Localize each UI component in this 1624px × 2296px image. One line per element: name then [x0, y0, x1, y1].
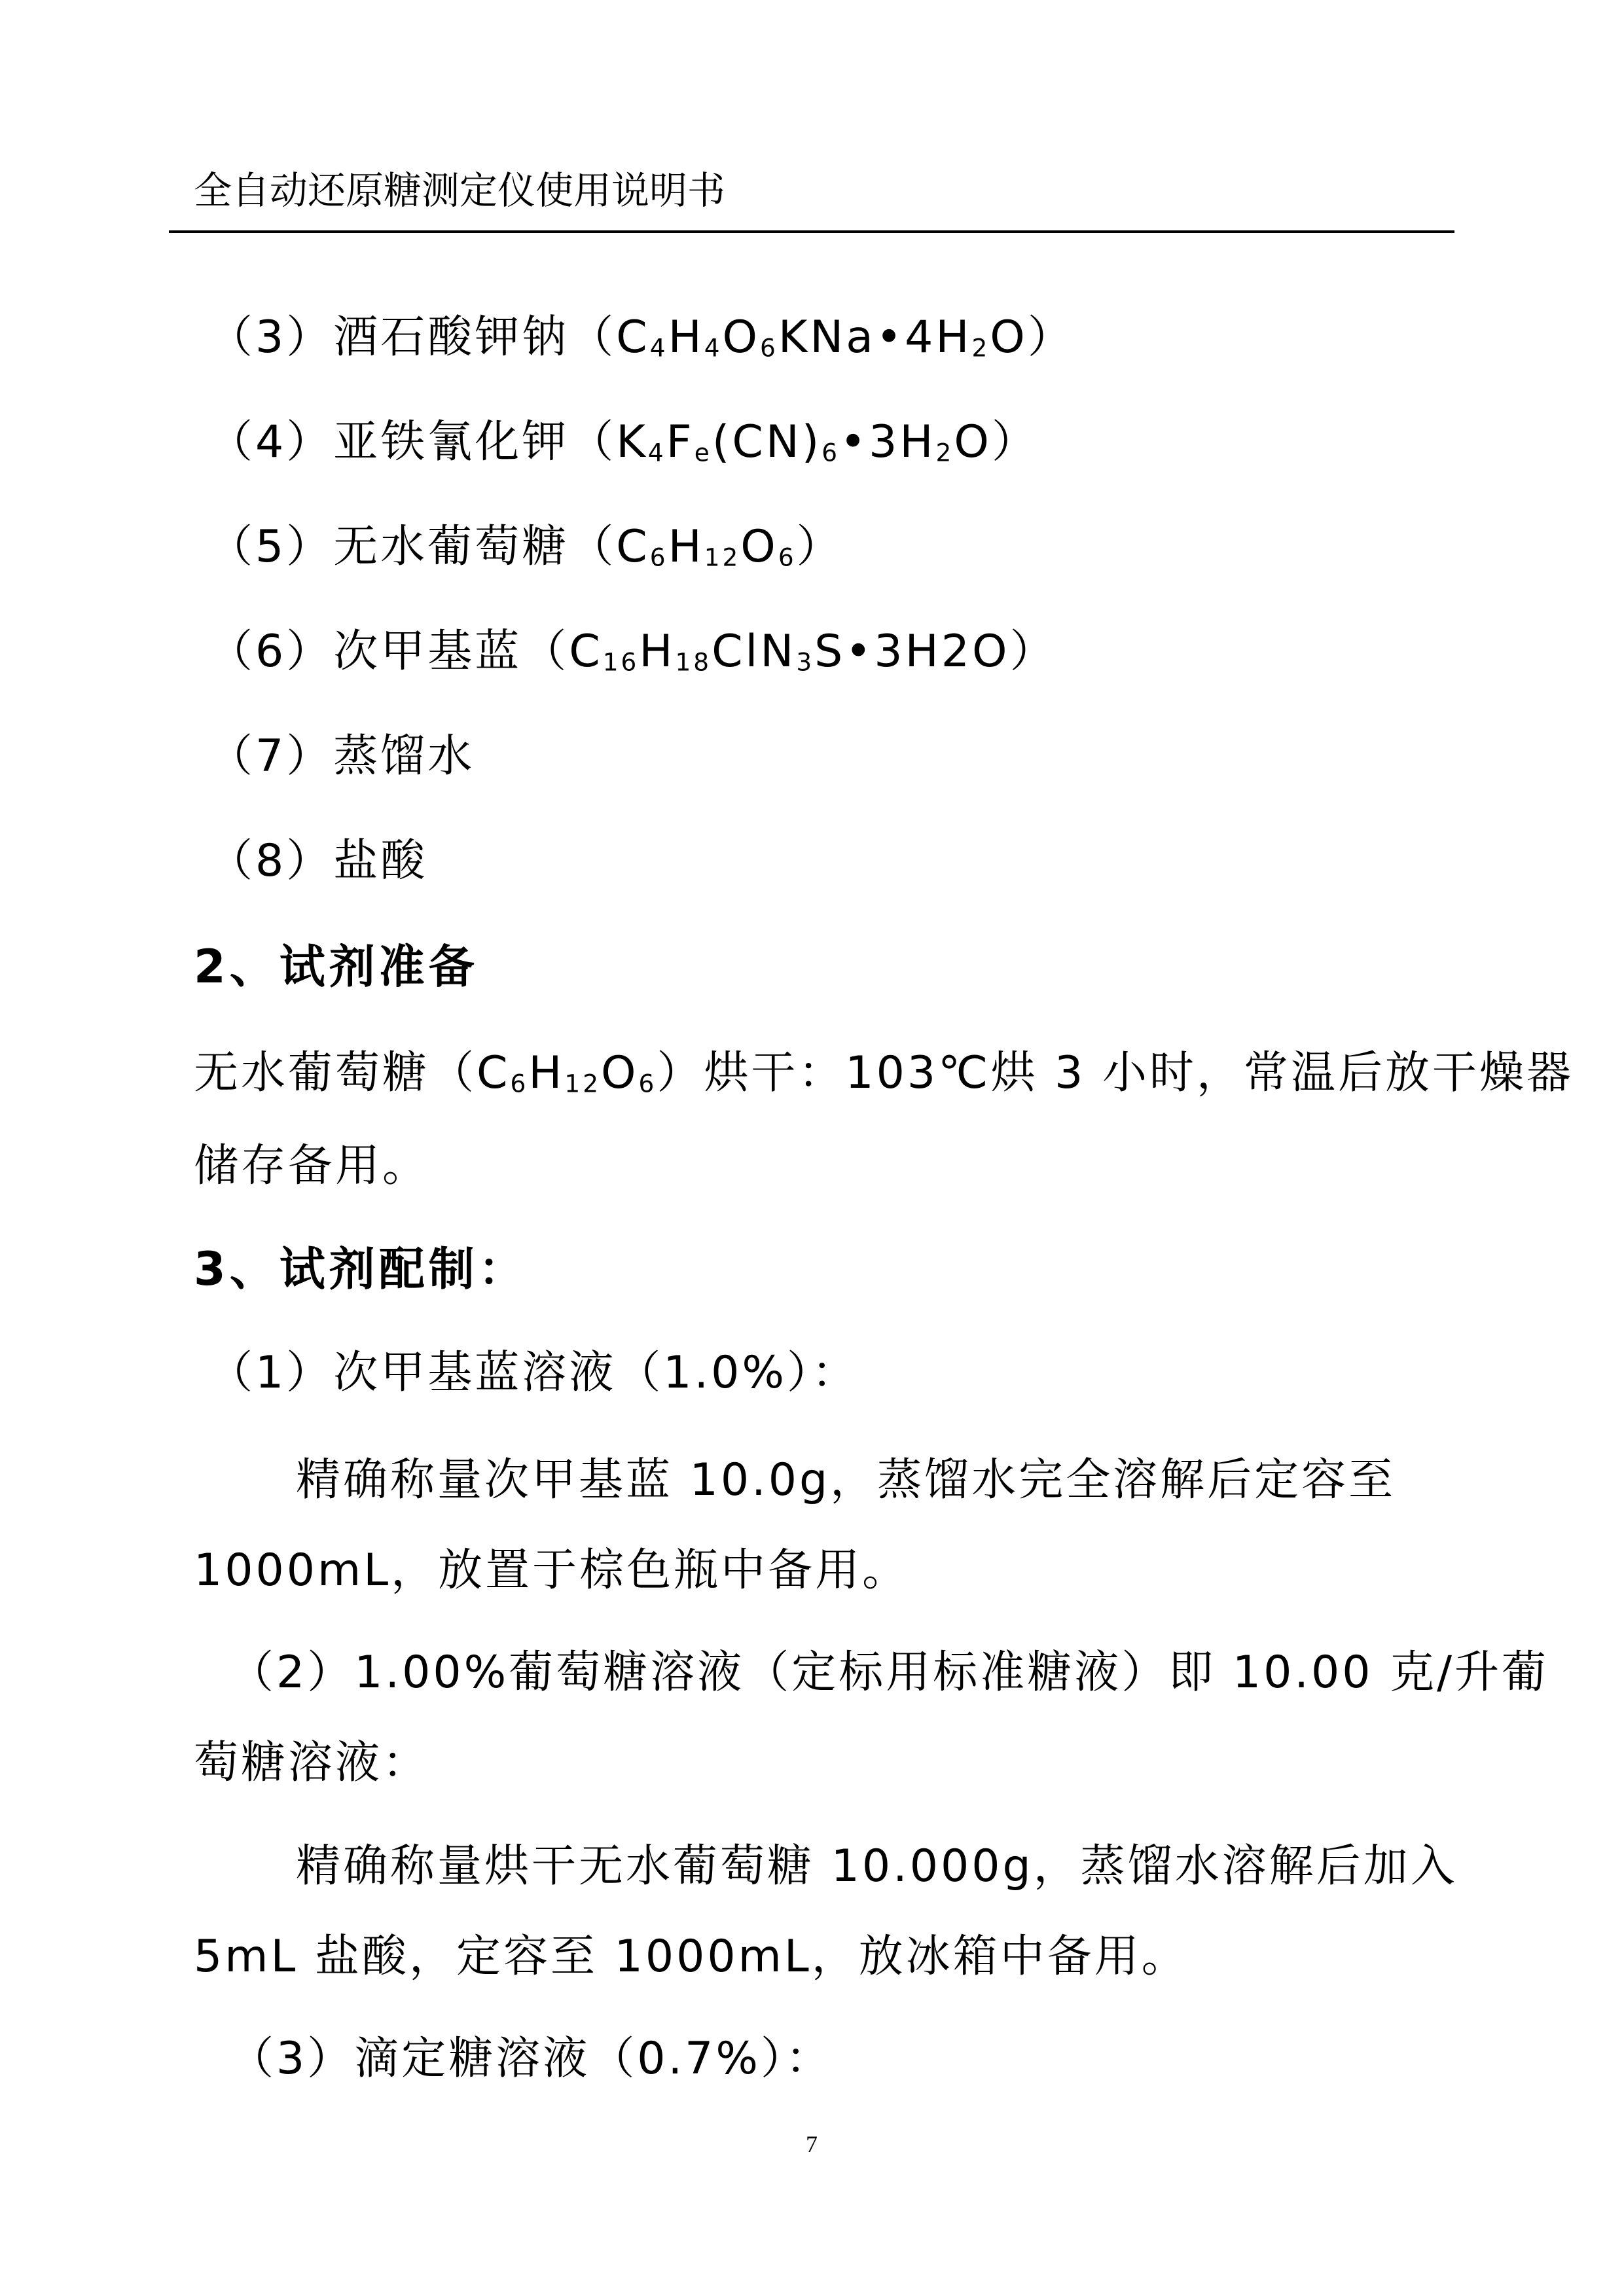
reagent-item-5: （5）无水葡萄糖$(C_6H_{12}O_6)$: [208, 521, 844, 573]
page-number: 7: [806, 2131, 818, 2157]
paragraph-methylene-blue-1: 精确称量次甲基蓝 10.0g，蒸馏水完全溶解后定容至: [296, 1454, 1396, 1506]
paragraph-glucose-drying-cont: 储存备用。: [194, 1140, 430, 1192]
reagent-item-3: （3）酒石酸钾钠$(C_4H_4O_6KNa•4H_2O)$: [208, 312, 1075, 363]
document-title: 全自动还原糖测定仪使用说明书: [194, 168, 726, 213]
reagent-item-4: （4）亚铁氰化钾$(K_4F_e(CN)_6•3H_2O)$: [208, 416, 1039, 468]
paragraph-glucose-drying: 无水葡萄糖$(C_6H_{12}O_6)$烘干：103℃烘 3 小时，常温后放干燥器: [194, 1047, 1574, 1099]
section-heading-reagent-preparation: 2、试剂准备: [194, 940, 478, 994]
reagent-item-7: （7）蒸馏水: [208, 730, 475, 782]
sub-heading-glucose-standard: （2）1.00%葡萄糖溶液（定标用标准糖液）即 10.00 克/升葡: [229, 1647, 1549, 1698]
sub-heading-titration-sugar: （3）滴定糖溶液（0.7%）：: [229, 2033, 833, 2085]
reagent-item-8: （8）盐酸: [208, 835, 428, 887]
section-heading-reagent-formulation: 3、试剂配制：: [194, 1242, 528, 1296]
paragraph-methylene-blue-2: 1000mL，放置于棕色瓶中备用。: [194, 1545, 910, 1596]
sub-heading-glucose-standard-cont: 萄糖溶液：: [194, 1737, 430, 1789]
sub-heading-methylene-blue: （1）次甲基蓝溶液（1.0%）：: [208, 1347, 859, 1399]
paragraph-glucose-standard-2: 5mL 盐酸，定容至 1000mL，放冰箱中备用。: [194, 1931, 1189, 1982]
header-divider: [169, 230, 1454, 233]
reagent-item-6: （6）次甲基蓝$(C_{16}H_{18}ClN_3S•3H2O)$: [208, 626, 1057, 677]
paragraph-glucose-standard-1: 精确称量烘干无水葡萄糖 10.000g，蒸馏水溶解后加入: [296, 1840, 1458, 1892]
